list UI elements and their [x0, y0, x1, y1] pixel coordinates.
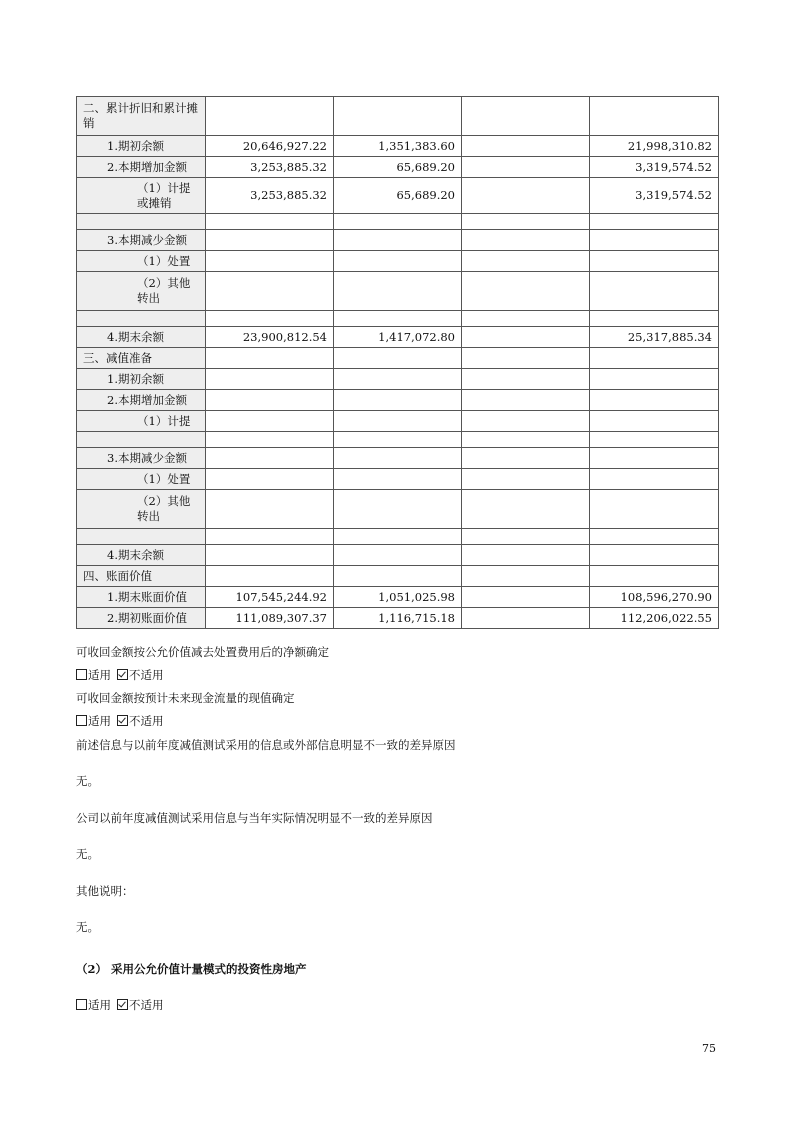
row-label: 1.期初余额: [77, 136, 206, 157]
value-cell: [206, 566, 334, 587]
value-cell: [462, 327, 590, 348]
value-cell: [462, 369, 590, 390]
value-cell: [206, 529, 334, 545]
value-cell: [206, 545, 334, 566]
value-cell: 1,417,072.80: [334, 327, 462, 348]
value-cell: [334, 432, 462, 448]
paragraph-other-notes: 其他说明：: [76, 884, 134, 898]
row-label: 三、减值准备: [77, 348, 206, 369]
value-cell: 20,646,927.22: [206, 136, 334, 157]
checkbox-applicable[interactable]: [76, 715, 87, 726]
value-cell: [206, 230, 334, 251]
value-cell: [334, 230, 462, 251]
value-cell: [462, 348, 590, 369]
value-cell: [206, 432, 334, 448]
applicable-label: 适用: [88, 998, 111, 1012]
row-label: [77, 311, 206, 327]
table-row: [77, 432, 719, 448]
value-cell: [462, 230, 590, 251]
table-row: [77, 311, 719, 327]
paragraph-none: 无。: [76, 920, 99, 934]
applicable-label: 适用: [88, 668, 111, 682]
row-label: （1）计提: [77, 411, 206, 432]
value-cell: [334, 469, 462, 490]
value-cell: [590, 566, 719, 587]
depreciation-impairment-table: [76, 96, 719, 629]
row-label: 1.期末账面价值: [77, 587, 206, 608]
value-cell: [334, 411, 462, 432]
row-label: 四、账面价值: [77, 566, 206, 587]
row-label: [77, 214, 206, 230]
value-cell: 25,317,885.34: [590, 327, 719, 348]
value-cell: [462, 608, 590, 629]
value-cell: [206, 251, 334, 272]
value-cell: [590, 432, 719, 448]
table-row: [77, 587, 719, 608]
value-cell: 108,596,270.90: [590, 587, 719, 608]
value-cell: [590, 348, 719, 369]
paragraph-cash-flow-method: 可收回金额按预计未来现金流量的现值确定: [76, 691, 295, 705]
value-cell: 21,998,310.82: [590, 136, 719, 157]
value-cell: 3,253,885.32: [206, 178, 334, 214]
value-cell: [462, 311, 590, 327]
checkbox-not-applicable[interactable]: [117, 669, 128, 680]
value-cell: [590, 490, 719, 529]
value-cell: [206, 311, 334, 327]
value-cell: [334, 311, 462, 327]
value-cell: [334, 448, 462, 469]
value-cell: 107,545,244.92: [206, 587, 334, 608]
paragraph-none: 无。: [76, 774, 99, 788]
row-label: 2.本期增加金额: [77, 390, 206, 411]
section-heading-fair-value-property: （2） 采用公允价值计量模式的投资性房地产: [76, 962, 307, 976]
table-row: [77, 529, 719, 545]
value-cell: [462, 545, 590, 566]
value-cell: 65,689.20: [334, 178, 462, 214]
checkbox-not-applicable[interactable]: [117, 999, 128, 1010]
value-cell: [206, 348, 334, 369]
table-row: [77, 469, 719, 490]
value-cell: [334, 348, 462, 369]
value-cell: [334, 545, 462, 566]
value-cell: [334, 529, 462, 545]
option-row-fair-value: [76, 667, 164, 683]
value-cell: 1,351,383.60: [334, 136, 462, 157]
table-row: [77, 369, 719, 390]
value-cell: [590, 251, 719, 272]
value-cell: [206, 448, 334, 469]
value-cell: [462, 529, 590, 545]
value-cell: 1,051,025.98: [334, 587, 462, 608]
row-label: （2）其他转出: [77, 272, 206, 311]
row-label: 1.期初余额: [77, 369, 206, 390]
value-cell: [590, 230, 719, 251]
table-row: [77, 178, 719, 214]
value-cell: [206, 214, 334, 230]
value-cell: [590, 97, 719, 136]
value-cell: [590, 272, 719, 311]
checkbox-not-applicable[interactable]: [117, 715, 128, 726]
value-cell: [206, 390, 334, 411]
table-row: [77, 214, 719, 230]
value-cell: [206, 411, 334, 432]
table-row: [77, 136, 719, 157]
table-row: [77, 448, 719, 469]
value-cell: [334, 390, 462, 411]
value-cell: 65,689.20: [334, 157, 462, 178]
value-cell: [206, 272, 334, 311]
value-cell: [590, 214, 719, 230]
row-label: 3.本期减少金额: [77, 448, 206, 469]
row-label: （1）处置: [77, 251, 206, 272]
value-cell: [334, 566, 462, 587]
paragraph-inconsistency-reason: 前述信息与以前年度减值测试采用的信息或外部信息明显不一致的差异原因: [76, 738, 456, 752]
not-applicable-label: 不适用: [129, 668, 164, 682]
value-cell: [206, 490, 334, 529]
value-cell: 3,319,574.52: [590, 157, 719, 178]
value-cell: [462, 157, 590, 178]
table-row: [77, 545, 719, 566]
value-cell: [334, 490, 462, 529]
row-label: 二、累计折旧和累计摊销: [77, 97, 206, 136]
value-cell: [590, 311, 719, 327]
value-cell: [462, 411, 590, 432]
value-cell: 23,900,812.54: [206, 327, 334, 348]
applicable-label: 适用: [88, 714, 111, 728]
row-label: [77, 432, 206, 448]
not-applicable-label: 不适用: [129, 998, 164, 1012]
value-cell: 1,116,715.18: [334, 608, 462, 629]
row-label: 2.本期增加金额: [77, 157, 206, 178]
value-cell: [462, 432, 590, 448]
table-row: [77, 566, 719, 587]
value-cell: [462, 97, 590, 136]
row-label: （2）其他转出: [77, 490, 206, 529]
table-row: [77, 390, 719, 411]
value-cell: [462, 272, 590, 311]
checkbox-applicable[interactable]: [76, 669, 87, 680]
row-label: （1）计提或摊销: [77, 178, 206, 214]
value-cell: [462, 490, 590, 529]
row-label: 4.期末余额: [77, 545, 206, 566]
table-row: [77, 97, 719, 136]
table-row: [77, 272, 719, 311]
value-cell: [462, 251, 590, 272]
table-row: [77, 251, 719, 272]
value-cell: 3,319,574.52: [590, 178, 719, 214]
value-cell: 3,253,885.32: [206, 157, 334, 178]
value-cell: [206, 369, 334, 390]
value-cell: [462, 178, 590, 214]
value-cell: [590, 390, 719, 411]
table-row: [77, 411, 719, 432]
option-row-cash-flow: [76, 713, 164, 729]
table-row: [77, 490, 719, 529]
value-cell: [334, 369, 462, 390]
value-cell: [590, 411, 719, 432]
value-cell: [590, 369, 719, 390]
value-cell: [334, 272, 462, 311]
row-label: 2.期初账面价值: [77, 608, 206, 629]
row-label: （1）处置: [77, 469, 206, 490]
table-row: [77, 327, 719, 348]
value-cell: [206, 469, 334, 490]
value-cell: [334, 251, 462, 272]
paragraph-prior-year-reason: 公司以前年度减值测试采用信息与当年实际情况明显不一致的差异原因: [76, 811, 433, 825]
table-row: [77, 157, 719, 178]
table-row: [77, 348, 719, 369]
value-cell: [334, 214, 462, 230]
row-label: [77, 529, 206, 545]
value-cell: [462, 469, 590, 490]
not-applicable-label: 不适用: [129, 714, 164, 728]
value-cell: 112,206,022.55: [590, 608, 719, 629]
value-cell: [462, 390, 590, 411]
option-row-fair-value-property: [76, 997, 164, 1013]
value-cell: [462, 566, 590, 587]
row-label: 3.本期减少金额: [77, 230, 206, 251]
value-cell: [462, 448, 590, 469]
value-cell: [462, 587, 590, 608]
value-cell: [462, 214, 590, 230]
value-cell: [590, 545, 719, 566]
table-row: [77, 608, 719, 629]
paragraph-fair-value-method: 可收回金额按公允价值减去处置费用后的净额确定: [76, 645, 329, 659]
page-number: 75: [702, 1042, 716, 1055]
value-cell: [462, 136, 590, 157]
value-cell: [590, 448, 719, 469]
paragraph-none: 无。: [76, 847, 99, 861]
value-cell: [334, 97, 462, 136]
value-cell: [590, 529, 719, 545]
table-row: [77, 230, 719, 251]
value-cell: [590, 469, 719, 490]
value-cell: [206, 97, 334, 136]
value-cell: 111,089,307.37: [206, 608, 334, 629]
row-label: 4.期末余额: [77, 327, 206, 348]
checkbox-applicable[interactable]: [76, 999, 87, 1010]
